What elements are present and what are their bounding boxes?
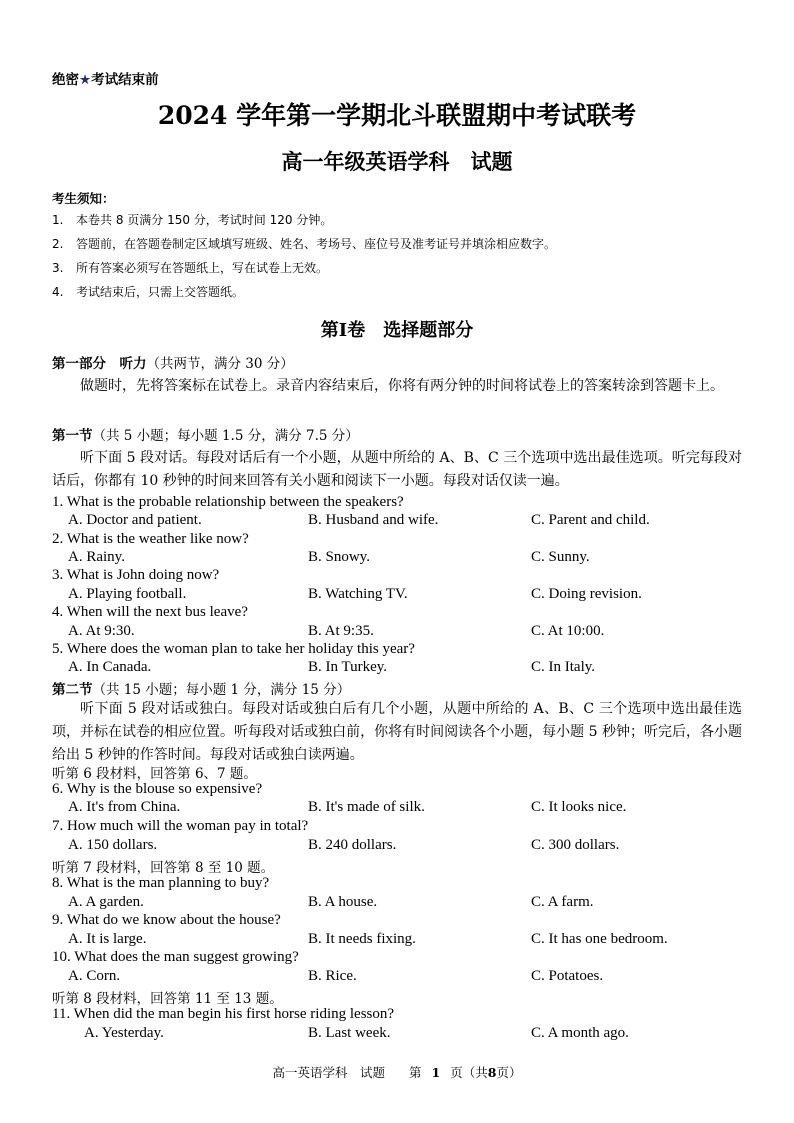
notice-heading: 考生须知： xyxy=(52,191,115,206)
volume-title: 第Ⅰ卷 选择题部分 xyxy=(320,320,474,341)
option-a: A. A garden. xyxy=(68,894,144,910)
option-c: C. Parent and child. xyxy=(531,512,650,528)
total-pages: 8 xyxy=(487,1065,497,1080)
exam-subtitle: 高一年级英语学科 试题 xyxy=(281,149,513,174)
option-a: A. Rainy. xyxy=(68,549,125,565)
option-c: C. Potatoes. xyxy=(531,968,604,984)
option-b: B. 240 dollars. xyxy=(308,837,397,853)
confidential-suffix: 考试结束前 xyxy=(91,72,159,88)
option-b: B. At 9:35. xyxy=(308,623,374,639)
option-b: B. Last week. xyxy=(308,1025,391,1041)
option-b: B. A house. xyxy=(308,894,378,910)
option-c: C. At 10:00. xyxy=(531,623,605,639)
option-b: B. Watching TV. xyxy=(308,586,408,602)
option-c: C. It has one bedroom. xyxy=(531,931,668,947)
question-stem: 3. What is John doing now? xyxy=(52,567,220,583)
option-a: A. It is large. xyxy=(68,931,147,947)
question-stem: 4. When will the next bus leave? xyxy=(52,604,248,620)
question-stem: 5. Where does the woman plan to take her holiday this year? xyxy=(52,641,415,657)
option-b: B. In Turkey. xyxy=(308,659,388,675)
option-a: A. In Canada. xyxy=(68,659,152,675)
notice-item: 4. 考试结束后，只需上交答题纸。 xyxy=(52,285,245,299)
option-c: C. Doing revision. xyxy=(531,586,642,602)
option-b: B. Snowy. xyxy=(308,549,370,565)
part1-heading: 第一部分 听力（共两节，满分 30 分） xyxy=(52,356,294,372)
exam-title: 2024 学年第一学期北斗联盟期中考试联考 xyxy=(157,101,637,130)
option-b: B. Rice. xyxy=(308,968,357,984)
notice-item: 1. 本卷共 8 页满分 150 分，考试时间 120 分钟。 xyxy=(52,213,333,227)
confidential-mark xyxy=(52,68,159,88)
question-stem: 8. What is the man planning to buy? xyxy=(52,875,270,891)
section2-instructions: 听下面 5 段对话或独白。每段对话或独白后有几个小题，从题中所给的 A、B、C 三个选项中选出最佳选项，并标在试卷的相应位置。听每段对话或独白前，你将有时间阅读各个小题，每小题 5 秒钟；听完后，各小题给出 5 秒钟的作答时间。每段对话或独白读两遍。 xyxy=(52,701,742,763)
option-c: C. 300 dollars. xyxy=(531,837,620,853)
question-stem: 1. What is the probable relationship between the speakers? xyxy=(52,494,404,510)
option-c: C. It looks nice. xyxy=(531,799,627,815)
option-a: A. It's from China. xyxy=(68,799,181,815)
material-note: 听第 6 段材料，回答第 6、7 题。 xyxy=(52,766,257,782)
question-stem: 9. What do we know about the house? xyxy=(52,912,281,928)
notice-item: 3. 所有答案必须写在答题纸上，写在试卷上无效。 xyxy=(52,261,329,275)
question-stem: 10. What does the man suggest growing? xyxy=(52,949,299,965)
question-stem: 11. When did the man begin his first horse riding lesson? xyxy=(52,1006,395,1022)
option-c: C. Sunny. xyxy=(531,549,590,565)
section2-heading: 第二节（共 15 小题；每小题 1 分，满分 15 分） xyxy=(52,682,351,698)
section1-instructions: 听下面 5 段对话。每段对话后有一个小题，从题中所给的 A、B、C 三个选项中选出最佳选项。听完每段对话后，你都有 10 秒钟的时间来回答有关小题和阅读下一小题。每段对话仅读一遍。 xyxy=(52,450,742,489)
notice-item: 2. 答题前，在答题卷制定区域填写班级、姓名、考场号、座位号及准考证号并填涂相应数字。 xyxy=(52,237,557,251)
page-number: 1 xyxy=(431,1065,441,1080)
option-b: B. It needs fixing. xyxy=(308,931,416,947)
option-c: C. In Italy. xyxy=(531,659,596,675)
option-b: B. Husband and wife. xyxy=(308,512,439,528)
option-a: A. Corn. xyxy=(68,968,121,984)
option-b: B. It's made of silk. xyxy=(308,799,425,815)
question-stem: 6. Why is the blouse so expensive? xyxy=(52,781,263,797)
part1-intro: 做题时，先将答案标在试卷上。录音内容结束后，你将有两分钟的时间将试卷上的答案转涂到答题卡上。 xyxy=(80,378,724,394)
section1-heading: 第一节（共 5 小题；每小题 1.5 分，满分 7.5 分） xyxy=(52,428,359,444)
material-note: 听第 7 段材料，回答第 8 至 10 题。 xyxy=(52,860,275,876)
option-a: A. Playing football. xyxy=(68,586,187,602)
footer-total-suffix: 页） xyxy=(496,1065,522,1080)
page-footer xyxy=(0,1063,794,1081)
option-c: C. A month ago. xyxy=(531,1025,629,1041)
option-a: A. 150 dollars. xyxy=(68,837,158,853)
option-c: C. A farm. xyxy=(531,894,594,910)
footer-page-suffix: 页（共 xyxy=(450,1065,488,1080)
confidential-prefix: 绝密 xyxy=(52,72,79,88)
option-a: A. At 9:30. xyxy=(68,623,135,639)
question-stem: 7. How much will the woman pay in total? xyxy=(52,818,309,834)
footer-page-label: 第 xyxy=(409,1065,422,1080)
question-stem: 2. What is the weather like now? xyxy=(52,531,249,547)
option-a: A. Yesterday. xyxy=(84,1025,164,1041)
footer-subject: 高一英语学科 试题 xyxy=(272,1065,386,1080)
star-icon: ★ xyxy=(79,72,92,88)
option-a: A. Doctor and patient. xyxy=(68,512,202,528)
material-note: 听第 8 段材料，回答第 11 至 13 题。 xyxy=(52,991,283,1007)
